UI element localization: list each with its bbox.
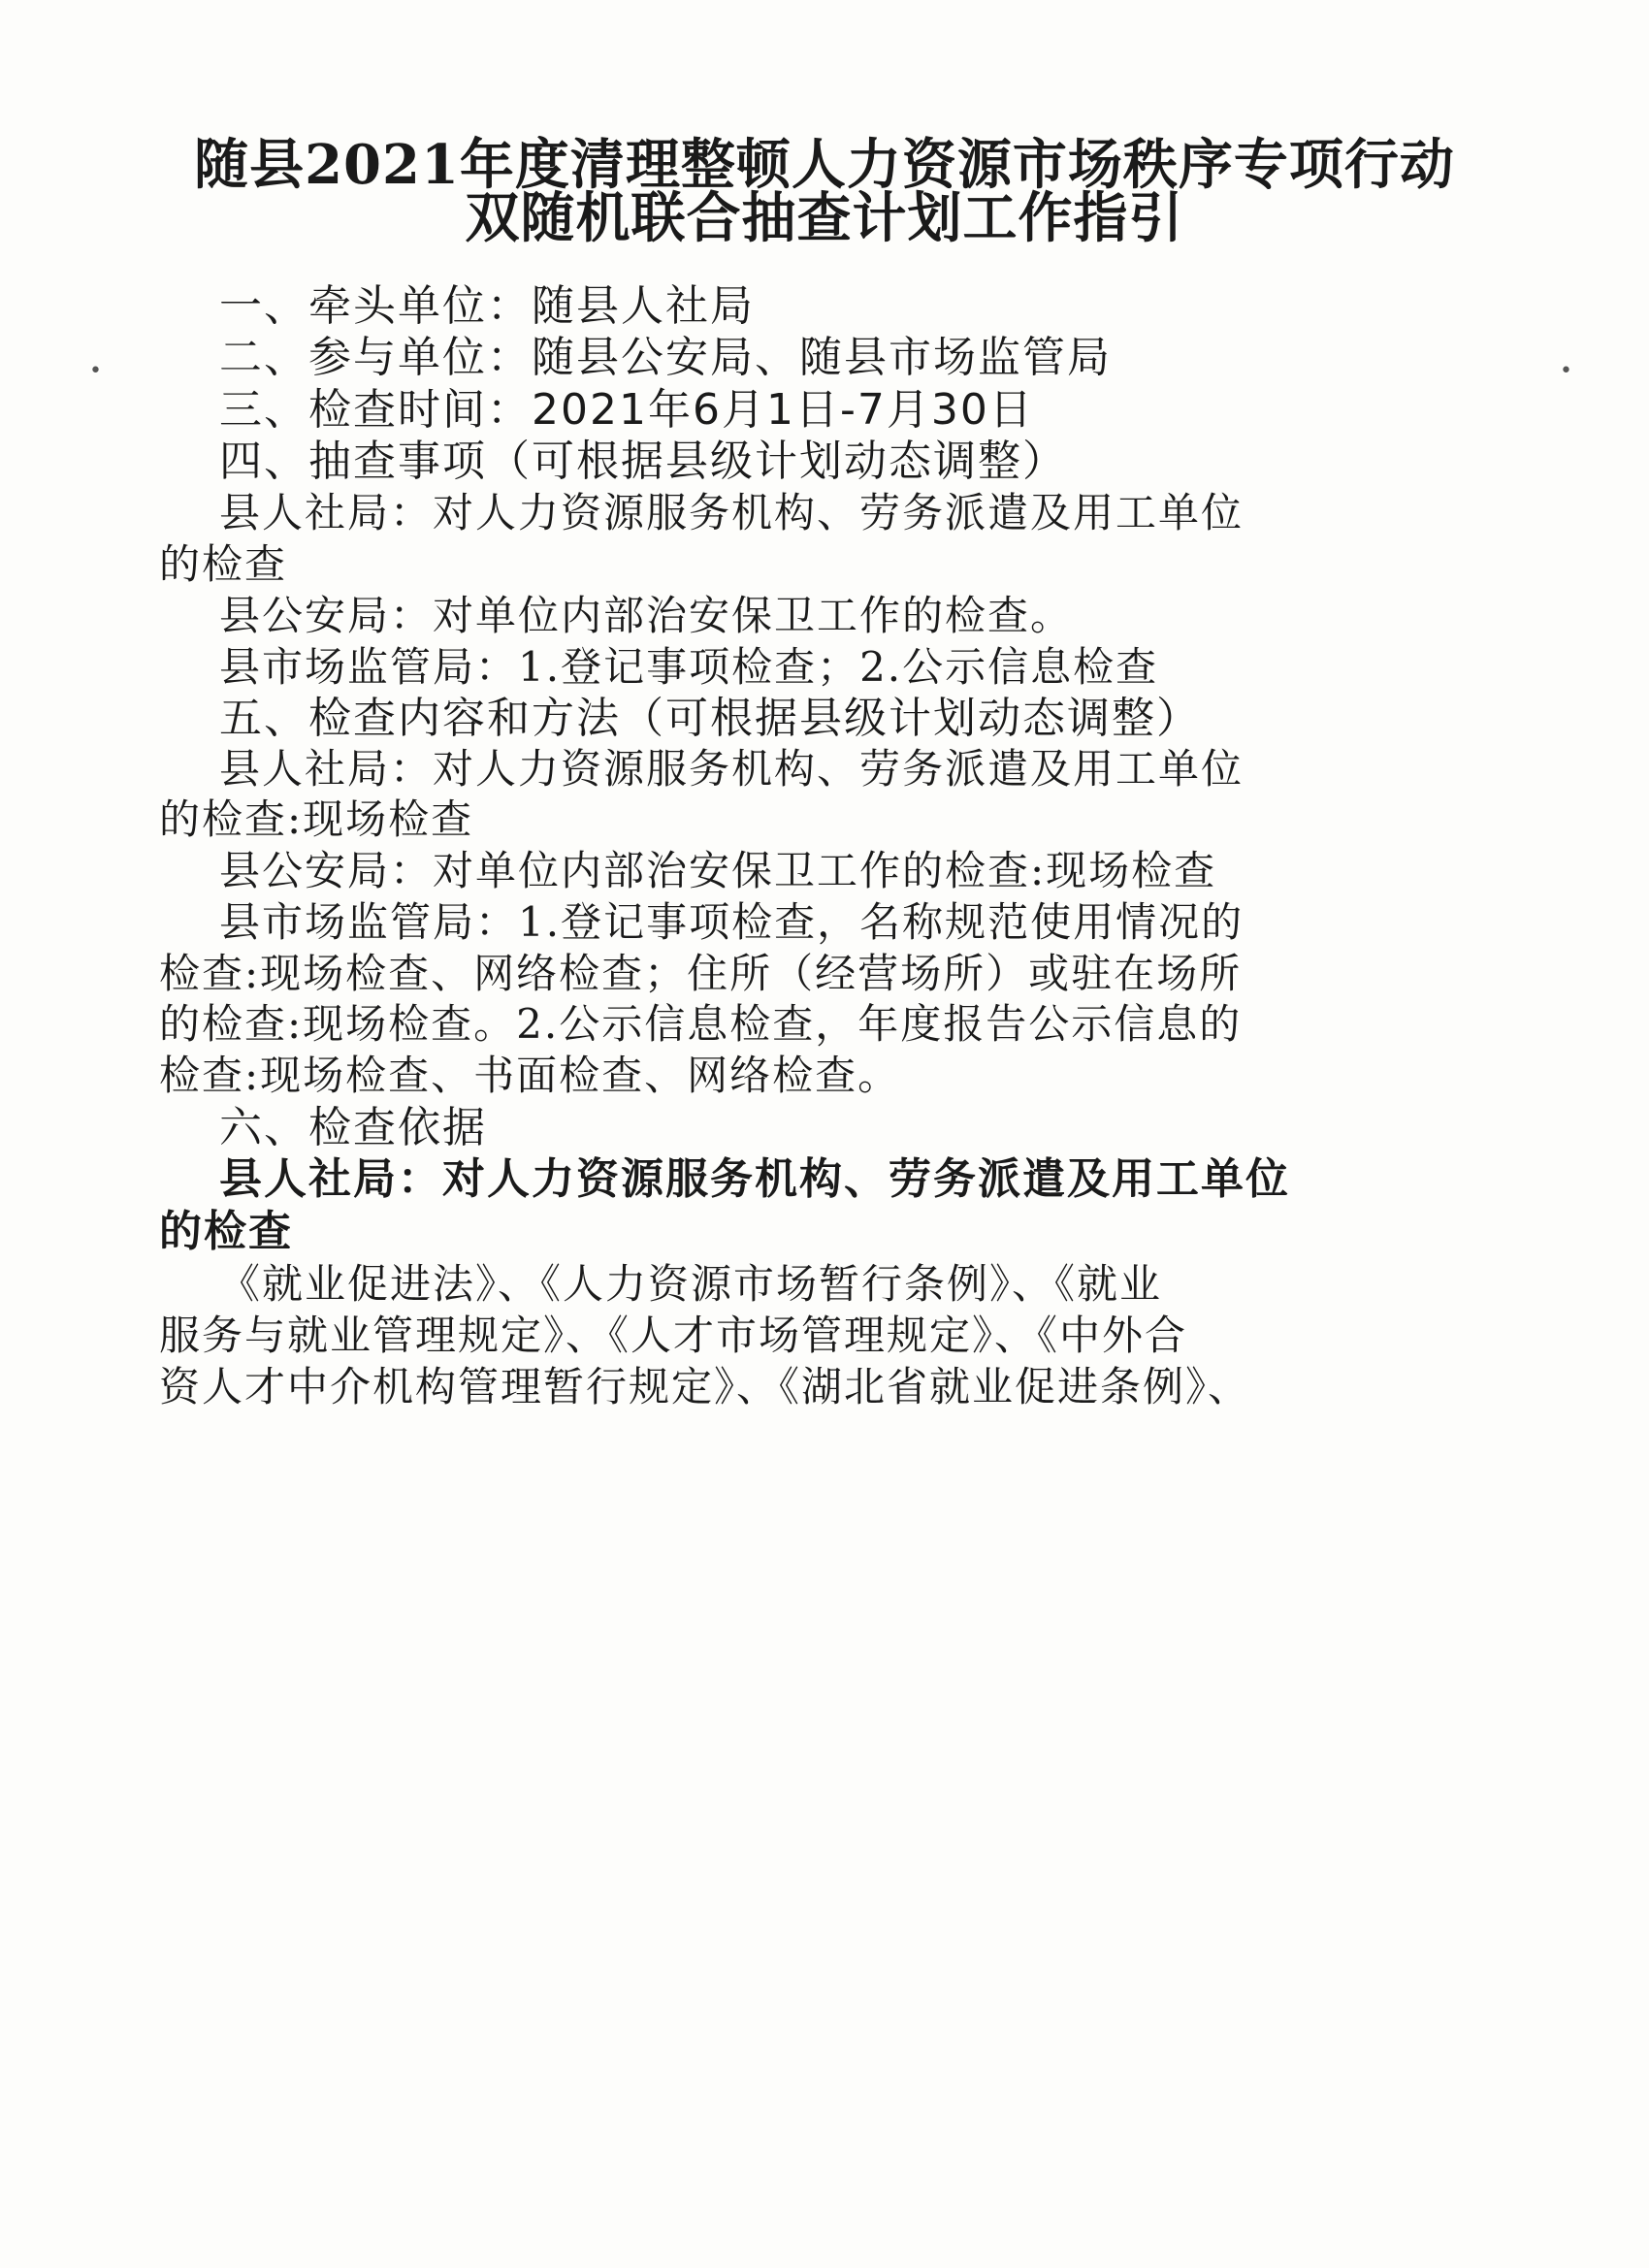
- paragraph-line: 的检查:现场检查。2.公示信息检查，年度报告公示信息的: [159, 1000, 1243, 1048]
- paragraph-line: 资人才中介机构管理暂行规定》、《湖北省就业促进条例》、: [159, 1363, 1251, 1410]
- paragraph-line: 县公安局：对单位内部治安保卫工作的检查。: [219, 592, 1074, 639]
- section-heading-basis: 六、检查依据: [219, 1103, 487, 1152]
- section-heading-lead-unit: 一、牵头单位：随县人社局: [219, 281, 755, 331]
- section-heading-items: 四、抽查事项（可根据县级计划动态调整）: [219, 437, 1067, 486]
- paragraph-line: 检查:现场检查、网络检查；住所（经营场所）或驻在场所: [159, 950, 1243, 997]
- paragraph-line: 县公安局：对单位内部治安保卫工作的检查:现场检查: [219, 847, 1217, 894]
- document-title-line-1: 随县2021年度清理整顿人力资源市场秩序专项行动: [194, 133, 1455, 197]
- document-title-line-2: 双随机联合抽查计划工作指引: [465, 186, 1184, 250]
- sub-heading-line: 县人社局：对人力资源服务机构、劳务派遣及用工单位: [219, 1154, 1290, 1204]
- sub-heading-line: 的检查: [159, 1207, 293, 1256]
- section-heading-time: 三、检查时间：2021年6月1日-7月30日: [219, 385, 1034, 435]
- scan-speck-mark: •: [1560, 359, 1572, 383]
- section-heading-participants: 二、参与单位：随县公安局、随县市场监管局: [219, 333, 1112, 382]
- paragraph-line: 服务与就业管理规定》、《人才市场管理规定》、《中外合: [159, 1312, 1188, 1359]
- paragraph-line: 县人社局：对人力资源服务机构、劳务派遣及用工单位: [219, 489, 1245, 536]
- paragraph-line: 检查:现场检查、书面检查、网络检查。: [159, 1052, 901, 1099]
- scan-speck-mark: •: [89, 359, 102, 383]
- paragraph-line: 县市场监管局：1.登记事项检查；2.公示信息检查: [219, 643, 1159, 691]
- section-heading-methods: 五、检查内容和方法（可根据县级计划动态调整）: [219, 694, 1201, 743]
- paragraph-line: 的检查: [159, 540, 288, 588]
- paragraph-line: 的检查:现场检查: [159, 795, 474, 843]
- paragraph-line: 《就业促进法》、《人力资源市场暂行条例》、《就业: [219, 1260, 1163, 1308]
- paragraph-line: 县人社局：对人力资源服务机构、劳务派遣及用工单位: [219, 745, 1245, 793]
- paragraph-line: 县市场监管局：1.登记事项检查，名称规范使用情况的: [219, 898, 1245, 946]
